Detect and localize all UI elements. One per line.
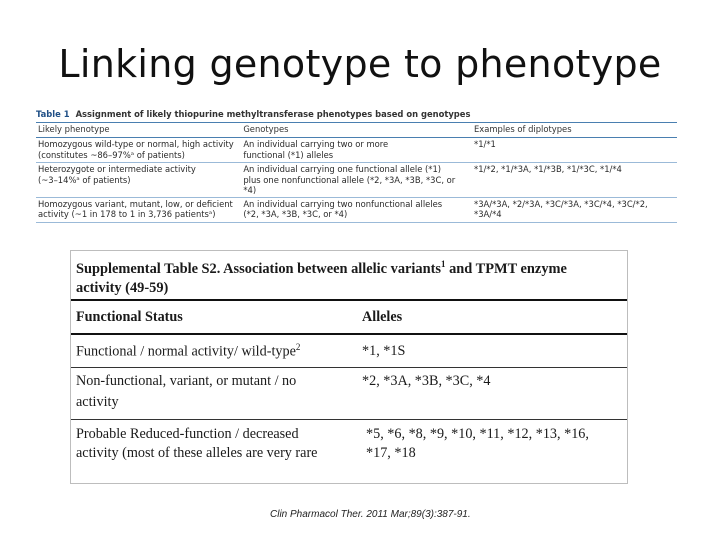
- footnote-marker: 1: [441, 259, 446, 269]
- diplotype-cell: *1/*1: [472, 138, 677, 163]
- phenotype-cell: [36, 163, 241, 198]
- genotype-cell: [241, 138, 472, 163]
- alleles-cell: *1, *1S: [362, 342, 406, 359]
- phenotype-cell: [36, 138, 241, 163]
- status-line: Functional / normal activity/ wild-type: [76, 343, 296, 360]
- status-cell: [71, 342, 362, 361]
- table-s2-caption-part: activity (49-59): [76, 279, 169, 296]
- genotype-line: (*2, *3A, *3B, *3C, or *4): [243, 209, 348, 219]
- genotype-cell: [241, 197, 472, 222]
- genotype-line: An individual carrying two or more: [243, 139, 389, 149]
- phenotype-line: Homozygous wild-type or normal, high activity: [38, 139, 234, 149]
- status-line: activity: [76, 394, 119, 410]
- slide-title: Linking genotype to phenotype: [58, 42, 662, 86]
- diplotype-cell: *3A/*3A, *2/*3A, *3C/*3A, *3C/*4, *3C/*2, *3A/*4: [472, 197, 677, 222]
- table-1: [36, 106, 677, 223]
- table-1-caption: [36, 106, 677, 123]
- supplemental-table-s2: [70, 250, 628, 484]
- phenotype-line: (~3–14%ᵃ of patients): [38, 174, 131, 185]
- genotype-line: An individual carrying one functional allele (*1): [243, 164, 442, 174]
- status-line: Non-functional, variant, or mutant / no: [76, 373, 297, 389]
- table-1-header-genotypes: Genotypes: [241, 123, 472, 138]
- status-line: Probable Reduced-function / decreased: [76, 426, 299, 442]
- alleles-cell: [362, 425, 627, 470]
- table-s2-caption: [71, 251, 627, 299]
- table-s2-caption-part: Supplemental Table S2. Association between allelic variants: [76, 260, 441, 277]
- table-s2-header-status: Functional Status: [76, 308, 183, 325]
- phenotype-line: Heterozygote or intermediate activity: [38, 164, 196, 174]
- phenotype-cell: [36, 197, 241, 222]
- table-row: [36, 163, 677, 198]
- phenotype-line: (constitutes ~86–97%ᵃ of patients): [38, 149, 185, 160]
- table-1-number: Table 1: [36, 109, 70, 119]
- table-row: [71, 419, 627, 470]
- alleles-line: *17, *18: [366, 445, 416, 461]
- table-row: [71, 333, 627, 367]
- table-1-caption-text: Assignment of likely thiopurine methyltransferase phenotypes based on genotypes: [75, 109, 471, 119]
- table-1-header-row: [36, 123, 677, 138]
- table-s2-header-alleles: Alleles: [362, 308, 403, 325]
- table-s2-caption-part: and TPMT enzyme: [445, 260, 567, 277]
- phenotype-line: Homozygous variant, mutant, low, or deficient: [38, 198, 233, 209]
- status-line: activity (most of these alleles are very rare: [76, 445, 318, 461]
- status-cell: [71, 425, 362, 470]
- alleles-cell: *2, *3A, *3B, *3C, *4: [362, 373, 491, 389]
- phenotype-line: activity (~1 in 178 to 1 in 3,736 patientsᵃ): [38, 209, 216, 219]
- table-1-grid: [36, 123, 677, 223]
- table-row: [36, 138, 677, 163]
- citation: Clin Pharmacol Ther. 2011 Mar;89(3):387-91.: [270, 509, 471, 520]
- table-row: [71, 367, 627, 419]
- genotype-line: An individual carrying two nonfunctional alleles: [243, 198, 443, 209]
- genotype-cell: [241, 163, 472, 198]
- alleles-line: *5, *6, *8, *9, *10, *11, *12, *13, *16,: [366, 426, 589, 442]
- genotype-line: plus one nonfunctional allele (*2, *3A, *3B, *3C, or *4): [243, 174, 456, 195]
- genotype-line: functional (*1) alleles: [243, 149, 334, 160]
- table-1-header-phenotype: Likely phenotype: [36, 123, 241, 138]
- table-row: [36, 197, 677, 222]
- table-s2-header-row: [71, 299, 627, 333]
- diplotype-cell: *1/*2, *1/*3A, *1/*3B, *1/*3C, *1/*4: [472, 163, 677, 198]
- status-cell: [71, 371, 362, 419]
- footnote-marker: 2: [295, 341, 301, 352]
- table-1-header-diplotypes: Examples of diplotypes: [472, 123, 677, 138]
